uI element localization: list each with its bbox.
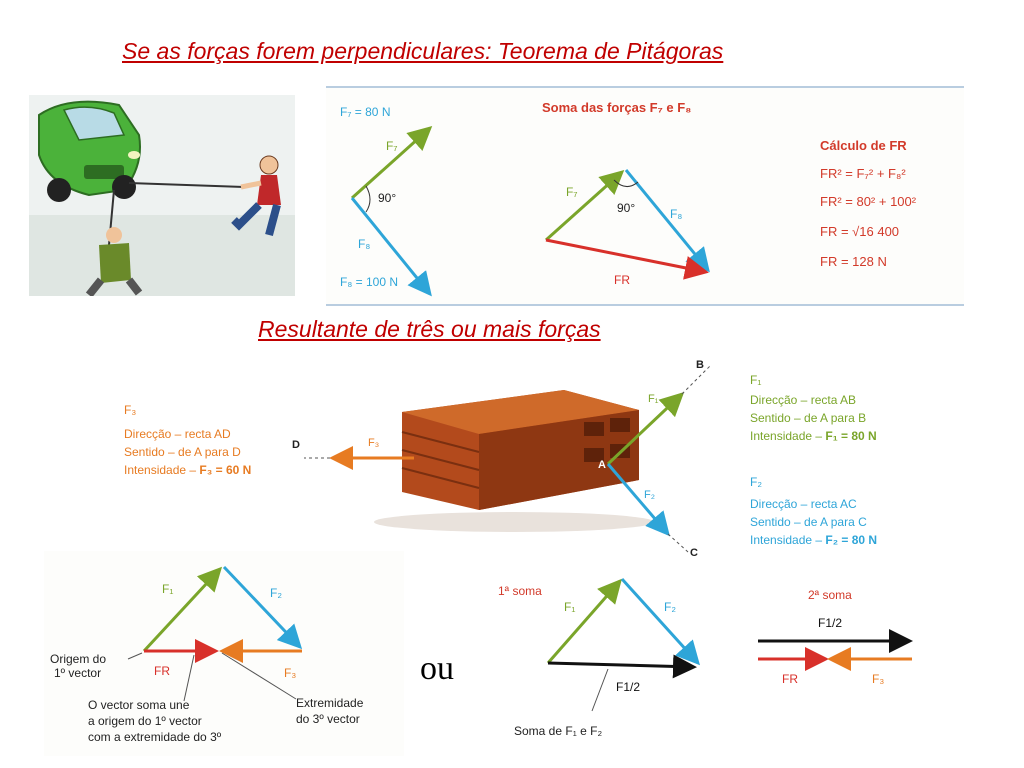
f8-value: F₈ = 100 N	[340, 275, 399, 289]
poly-f2-vector	[224, 567, 300, 647]
first-sum-label: 1ª soma	[498, 584, 542, 598]
end-label-2: do 3º vector	[296, 712, 360, 726]
poly-f1-vector	[144, 569, 220, 651]
calc-line-3: FR = √16 400	[820, 224, 900, 239]
second-sum-label: 2ª soma	[808, 588, 852, 602]
f1-direction: Direcção – recta AB	[750, 393, 857, 407]
step-f12-label: F1/2	[616, 680, 641, 694]
calc-line-2: FR² = 80² + 100²	[820, 194, 917, 209]
sum-of-label: Soma de F₁ e F₂	[514, 724, 603, 738]
f2-desc-label: F₂	[750, 475, 762, 489]
step-f2-vector	[622, 579, 698, 663]
two-step-panel	[496, 571, 936, 751]
triangle-f8-label: F₈	[670, 207, 683, 221]
f3-arrow-label: F₃	[368, 437, 380, 449]
note-line-1: O vector soma une	[88, 698, 190, 712]
f2-sense: Sentido – de A para C	[750, 515, 867, 529]
triangle-f7	[546, 172, 622, 240]
calc-title: Cálculo de FR	[820, 138, 907, 153]
f2-direction: Direcção – recta AC	[750, 497, 857, 511]
angle-label-left: 90°	[378, 191, 397, 205]
pythagoras-panel	[326, 86, 964, 306]
triangle-fr	[546, 240, 706, 272]
point-d: D	[292, 439, 300, 451]
second-fr-label: FR	[782, 672, 798, 686]
triangle-f7-label: F₇	[566, 185, 578, 199]
car-icon	[39, 102, 140, 202]
f3-desc-label: F₃	[124, 403, 137, 417]
f3-intensity: Intensidade – F₃ = 60 N	[124, 463, 252, 477]
origin-label-1: Origem do	[50, 652, 107, 666]
f2-intensity: Intensidade – F₂ = 80 N	[750, 533, 878, 547]
calc-line-4: FR = 128 N	[820, 254, 887, 269]
poly-f2-label: F₂	[270, 586, 282, 600]
f2-arrow-label: F₂	[644, 489, 655, 501]
resultant-title: Resultante de três ou mais forças	[258, 316, 601, 342]
or-word: ou	[420, 650, 454, 687]
f3-direction: Direcção – recta AD	[124, 427, 231, 441]
end-label-1: Extremidade	[296, 696, 364, 710]
point-c: C	[690, 547, 698, 559]
tug-illustration-drawing	[29, 95, 295, 296]
triangle-f8	[626, 170, 708, 270]
pythagoras-title: Se as forças forem perpendiculares: Teorema de Pitágoras	[122, 38, 724, 64]
f3-sense: Sentido – de A para D	[124, 445, 241, 459]
sum-title: Soma das forças F₇ e F₈	[542, 100, 692, 115]
origin-label-2: 1º vector	[54, 666, 102, 680]
tug-illustration	[29, 95, 295, 296]
second-f12-label: F1/2	[818, 616, 843, 630]
second-f3-label: F₃	[872, 672, 885, 686]
step-f1-label: F₁	[564, 600, 576, 614]
poly-f3-label: F₃	[284, 666, 297, 680]
f8-label: F₈	[358, 237, 371, 251]
calc-line-1: FR² = F₇² + F₈²	[820, 166, 906, 181]
step-f1-vector	[548, 581, 620, 663]
f1-sense: Sentido – de A para B	[750, 411, 867, 425]
poly-fr-label: FR	[154, 664, 170, 678]
step-f2-label: F₂	[664, 600, 676, 614]
step-f12-vector	[548, 663, 694, 667]
angle-label-triangle: 90°	[617, 201, 636, 215]
polygon-panel	[44, 551, 404, 756]
triangle-fr-label: FR	[614, 273, 630, 287]
f1-intensity: Intensidade – F₁ = 80 N	[750, 429, 877, 443]
brick-panel	[114, 352, 914, 566]
note-line-2: a origem do 1º vector	[88, 714, 202, 728]
poly-f1-label: F₁	[162, 582, 174, 596]
point-b: B	[696, 359, 704, 371]
note-line-3: com a extremidade do 3º	[88, 730, 222, 744]
f1-arrow-label: F₁	[648, 393, 659, 405]
f7-value: F₇ = 80 N	[340, 105, 391, 119]
f1-desc-label: F₁	[750, 373, 762, 387]
f7-label: F₇	[386, 139, 398, 153]
point-a: A	[598, 459, 606, 471]
